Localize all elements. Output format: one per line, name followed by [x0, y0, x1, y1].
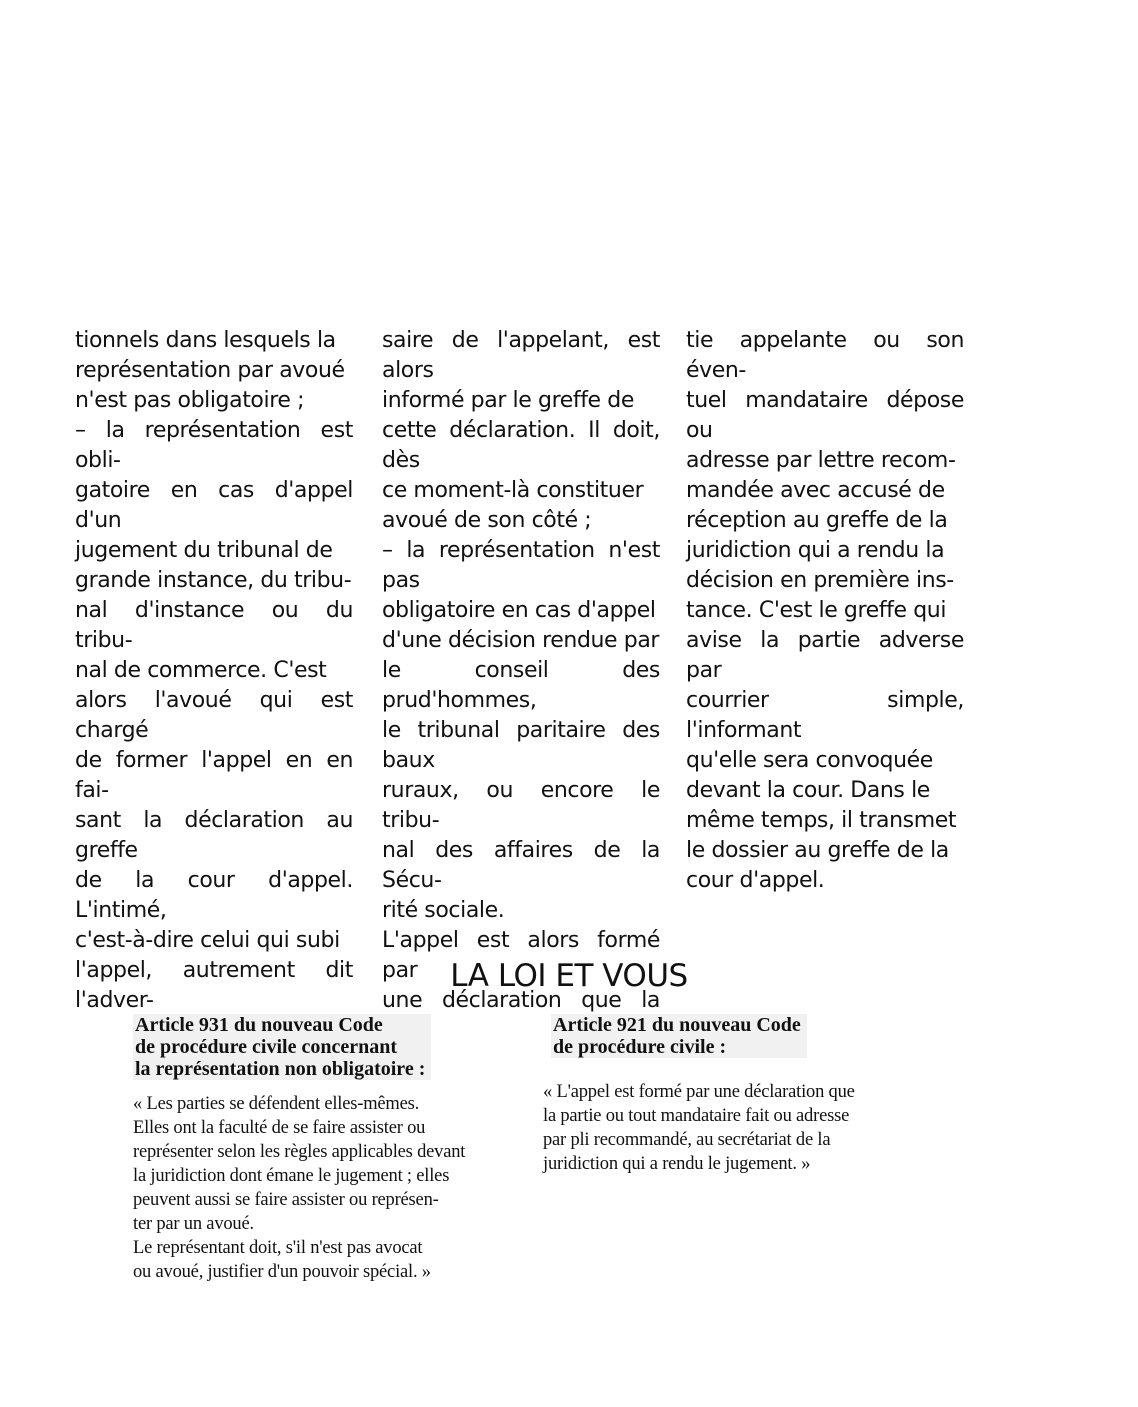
- column-2-line: rité sociale.: [382, 898, 505, 923]
- column-2-line: le conseil des prud'hommes,: [382, 658, 660, 713]
- column-1-line: sant la déclaration au greffe: [75, 808, 353, 863]
- text-column-1: [75, 326, 353, 1016]
- column-2-line: – la représentation n'est pas: [382, 538, 660, 593]
- column-1-line: l'appel, autrement dit l'adver-: [75, 958, 353, 1013]
- column-3-line: avise la partie adverse par: [686, 628, 964, 683]
- column-1-line: de former l'appel en en fai-: [75, 748, 353, 803]
- column-3-line: juridiction qui a rendu la: [686, 538, 945, 563]
- article-921-heading-line: de procédure civile :: [553, 1036, 727, 1058]
- article-921-heading: [551, 1014, 807, 1058]
- article-931-line: « Les parties se défendent elles-mêmes.: [133, 1094, 420, 1114]
- column-2-line: obligatoire en cas d'appel: [382, 598, 656, 623]
- column-3-line: adresse par lettre recom-: [686, 448, 956, 473]
- article-931-heading: [133, 1014, 431, 1080]
- article-921-line: juridiction qui a rendu le jugement. »: [543, 1154, 811, 1174]
- article-931-line: ou avoué, justifier d'un pouvoir spécial. »: [133, 1262, 431, 1282]
- column-1-line: jugement du tribunal de: [75, 538, 333, 563]
- column-2-line: nal des affaires de la Sécu-: [382, 838, 660, 893]
- column-3-line: courrier simple, l'informant: [686, 688, 964, 743]
- column-1-line: nal d'instance ou du tribu-: [75, 598, 353, 653]
- article-931-line: Le représentant doit, s'il n'est pas avocat: [133, 1238, 423, 1258]
- text-column-3: [686, 326, 964, 896]
- article-931-heading-line: la représentation non obligatoire :: [135, 1058, 426, 1080]
- column-1-line: tionnels dans lesquels la: [75, 328, 336, 353]
- column-3-line: décision en première ins-: [686, 568, 954, 593]
- column-2-line: L'appel est alors formé par: [382, 928, 660, 983]
- article-931-line: représenter selon les règles applicables devant: [133, 1142, 466, 1162]
- article-921-line: par pli recommandé, au secrétariat de la: [543, 1130, 831, 1150]
- article-921-heading-line: Article 921 du nouveau Code: [553, 1014, 801, 1036]
- column-2-line: cette déclaration. Il doit, dès: [382, 418, 660, 473]
- article-921-line: la partie ou tout mandataire fait ou adresse: [543, 1106, 850, 1126]
- article-931-heading-line: de procédure civile concernant: [135, 1036, 397, 1058]
- column-3-line: le dossier au greffe de la: [686, 838, 949, 863]
- column-1-line: c'est-à-dire celui qui subi: [75, 928, 340, 953]
- column-1-line: de la cour d'appel. L'intimé,: [75, 868, 353, 923]
- section-title: LA LOI ET VOUS: [450, 958, 688, 994]
- column-2-line: ce moment-là constituer: [382, 478, 644, 503]
- article-921-box: [543, 1014, 913, 1176]
- column-3-line: réception au greffe de la: [686, 508, 948, 533]
- article-931-quote: [133, 1092, 501, 1284]
- column-3-line: mandée avec accusé de: [686, 478, 945, 503]
- article-921-line: « L'appel est formé par une déclaration que: [543, 1082, 855, 1102]
- article-931-line: Elles ont la faculté de se faire assister ou: [133, 1118, 426, 1138]
- column-1-line: – la représentation est obli-: [75, 418, 353, 473]
- column-3-line: cour d'appel.: [686, 868, 825, 893]
- column-3-line: tance. C'est le greffe qui: [686, 598, 947, 623]
- column-1-line: n'est pas obligatoire ;: [75, 388, 305, 413]
- column-1-line: représentation par avoué: [75, 358, 345, 383]
- column-2-line: ruraux, ou encore le tribu-: [382, 778, 660, 833]
- article-931-line: la juridiction dont émane le jugement ; elles: [133, 1166, 450, 1186]
- column-1-line: nal de commerce. C'est: [75, 658, 327, 683]
- article-921-quote: [543, 1080, 913, 1176]
- article-931-line: peuvent aussi se faire assister ou représen-: [133, 1190, 439, 1210]
- column-2-line: d'une décision rendue par: [382, 628, 660, 653]
- article-931-box: [133, 1014, 501, 1284]
- column-2-line: le tribunal paritaire des baux: [382, 718, 660, 773]
- column-1-line: alors l'avoué qui est chargé: [75, 688, 353, 743]
- column-2-line: saire de l'appelant, est alors: [382, 328, 660, 383]
- column-3-line: tuel mandataire dépose ou: [686, 388, 964, 443]
- column-1-line: gatoire en cas d'appel d'un: [75, 478, 353, 533]
- text-column-2: [382, 326, 660, 1046]
- column-2-line: avoué de son côté ;: [382, 508, 592, 533]
- column-3-line: même temps, il transmet: [686, 808, 957, 833]
- column-2-line: informé par le greffe de: [382, 388, 634, 413]
- column-3-line: qu'elle sera convoquée: [686, 748, 933, 773]
- article-931-heading-line: Article 931 du nouveau Code: [135, 1014, 383, 1036]
- column-1-line: grande instance, du tribu-: [75, 568, 352, 593]
- article-931-line: ter par un avoué.: [133, 1214, 254, 1234]
- column-3-line: devant la cour. Dans le: [686, 778, 930, 803]
- column-3-line: tie appelante ou son éven-: [686, 328, 964, 383]
- column-2-line: une déclaration que la: [382, 988, 660, 1013]
